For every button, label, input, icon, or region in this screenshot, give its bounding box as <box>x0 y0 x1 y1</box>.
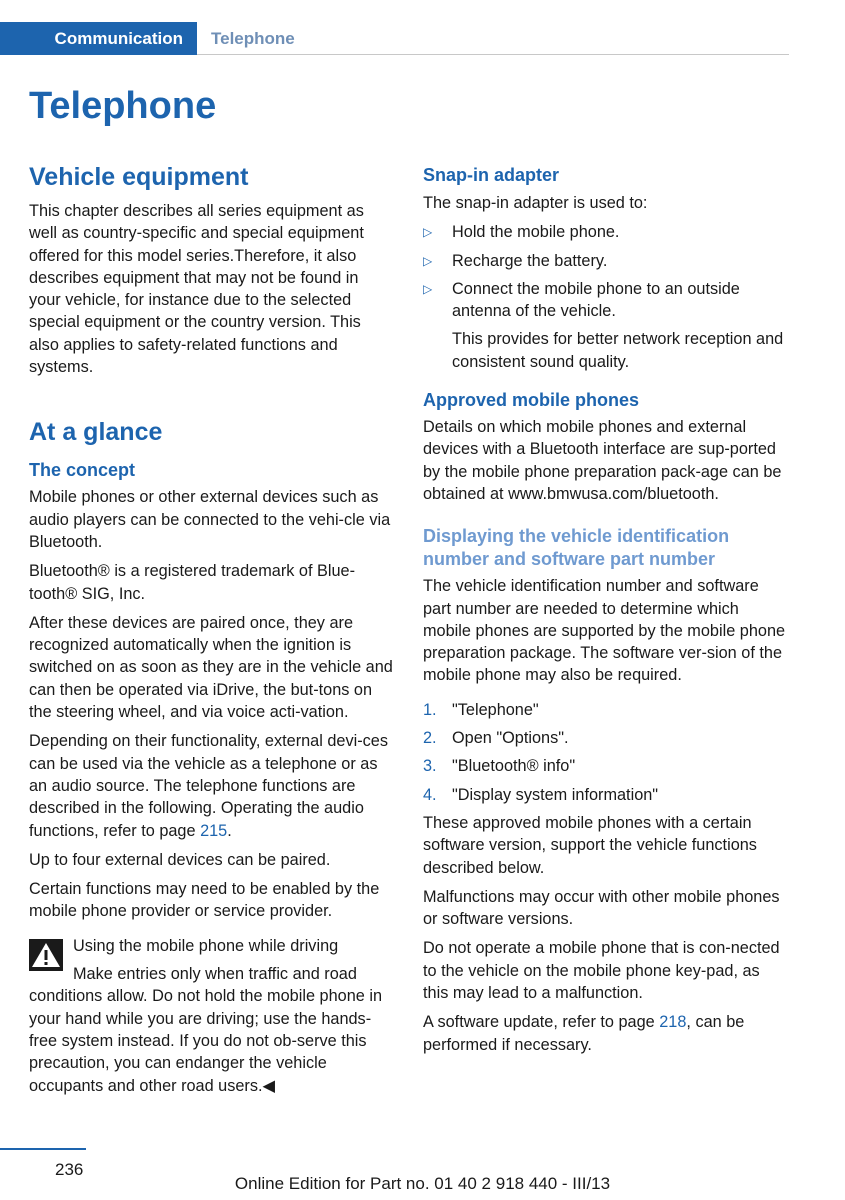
step-item <box>423 727 788 749</box>
paragraph-concept-4 <box>29 730 394 841</box>
left-column <box>29 160 394 1097</box>
page-header <box>0 22 789 55</box>
step-item <box>423 784 788 806</box>
list-item-subtext: This provides for better network reception and consistent sound quality. <box>452 330 784 371</box>
header-chapter-tab: Telephone <box>211 29 295 48</box>
step-item <box>423 699 788 721</box>
step-text: "Bluetooth® info" <box>452 757 576 776</box>
heading-approved-phones: Approved mobile phones <box>423 390 640 411</box>
footer-edition: Online Edition for Part no. 01 40 2 918 440 - III/13 <box>234 1174 611 1193</box>
heading-at-a-glance: At a glance <box>29 418 163 447</box>
heading-snap-in-adapter: Snap-in adapter <box>423 165 560 185</box>
paragraph-concept-1: Mobile phones or other external devices such as audio players can be connected to the vehi‐cle via Bluetooth. <box>29 488 391 551</box>
snap-in-list <box>423 221 788 373</box>
step-number: 4. <box>423 785 437 804</box>
list-item <box>423 278 788 373</box>
step-number: 2. <box>423 729 437 748</box>
header-rule <box>197 54 789 55</box>
paragraph-vehicle-equipment: This chapter describes all series equipment as well as country-specific and special equipment offered for this model series.Therefore, it also describes equipment that may not be found in your vehicle, for instance due to the selected special equipment or the country version. This also applies to safety-related functions and systems. <box>29 202 364 377</box>
triangle-bullet-icon: ▷ <box>423 225 433 240</box>
paragraph-concept-2: Bluetooth® is a registered trademark of Blue‐tooth® SIG, Inc. <box>29 562 356 603</box>
triangle-bullet-icon: ▷ <box>423 253 433 268</box>
paragraph-concept-3: After these devices are paired once, they are recognized automatically when the ignition is switched on as soon as they are in the vehicle and can then be operated via iDrive, the but‐tons on the steering wheel, and via voice acti‐vation. <box>29 613 393 722</box>
list-item-text: Connect the mobile phone to an outside antenna of the vehicle. <box>452 279 740 321</box>
paragraph-concept-6: Certain functions may need to be enabled by the mobile phone provider or service provider. <box>29 880 380 921</box>
page-title: Telephone <box>29 85 217 127</box>
page-number: 236 <box>55 1160 84 1179</box>
paragraph-concept-4-text: Depending on their functionality, external devi‐ces can be used via the vehicle as a telephone or as an audio source. The telephone functions are described in the following. Operating the audio functions, refer to page <box>29 732 388 840</box>
step-text: "Display system information" <box>452 785 659 804</box>
paragraph-concept-5: Up to four external devices can be paired. <box>29 850 331 869</box>
list-item <box>423 221 788 243</box>
paragraph-concept-4-end: . <box>227 821 232 840</box>
step-number: 1. <box>423 700 437 719</box>
page-link-218[interactable]: 218 <box>659 1013 687 1032</box>
warning-box <box>29 935 394 1097</box>
warning-icon <box>29 939 63 971</box>
paragraph-malfunctions: Malfunctions may occur with other mobile phones or software versions. <box>423 887 780 929</box>
steps-list <box>423 699 788 806</box>
triangle-bullet-icon: ▷ <box>423 281 433 296</box>
paragraph-software-update <box>423 1011 788 1056</box>
warning-body: Make entries only when traffic and road conditions allow. Do not hold the mobile phone in your hand while you are driving; use the hands-free system instead. If you do not ob‐serve this precaution, you can endanger the vehicle occupants and other road users.◀ <box>29 965 382 1095</box>
heading-vehicle-equipment: Vehicle equipment <box>29 163 249 191</box>
page-link-215[interactable]: 215 <box>200 821 228 840</box>
paragraph-approved-versions: These approved mobile phones with a certain software version, support the vehicle functions described below. <box>423 813 757 877</box>
step-text: Open "Options". <box>452 729 569 748</box>
paragraph-keypad-warning: Do not operate a mobile phone that is con‐nected to the vehicle on the mobile phone key‐pad, as this may lead to a malfunction. <box>423 939 780 1003</box>
right-column <box>423 164 788 1063</box>
paragraph-snap-in: The snap-in adapter is used to: <box>423 194 648 212</box>
step-item <box>423 755 788 777</box>
list-item <box>423 250 788 272</box>
step-text: "Telephone" <box>452 700 539 719</box>
paragraph-display-vin: The vehicle identification number and software part number are needed to determine which mobile phones are supported by the mobile phone preparation package. The software ver‐sion of the mobile phone may also be required. <box>423 577 786 685</box>
paragraph-software-update-text: A software update, refer to page <box>423 1013 660 1032</box>
paragraph-approved-phones: Details on which mobile phones and external devices with a Bluetooth interface are sup‐ported by the mobile phone preparation pack‐age can be obtained at www.bmwusa.com/bluetooth. <box>423 418 782 503</box>
header-section-tab: Communication <box>0 22 197 55</box>
heading-display-vin: Displaying the vehicle identification number and software part number <box>423 526 730 570</box>
warning-title: Using the mobile phone while driving <box>73 936 339 955</box>
paragraph-software-update-end: , can be performed if necessary. <box>423 1013 745 1054</box>
list-item-text: Hold the mobile phone. <box>452 223 620 242</box>
step-number: 3. <box>423 757 437 776</box>
heading-the-concept: The concept <box>29 460 136 481</box>
footer-rule <box>0 1148 86 1150</box>
list-item-text: Recharge the battery. <box>452 251 608 270</box>
